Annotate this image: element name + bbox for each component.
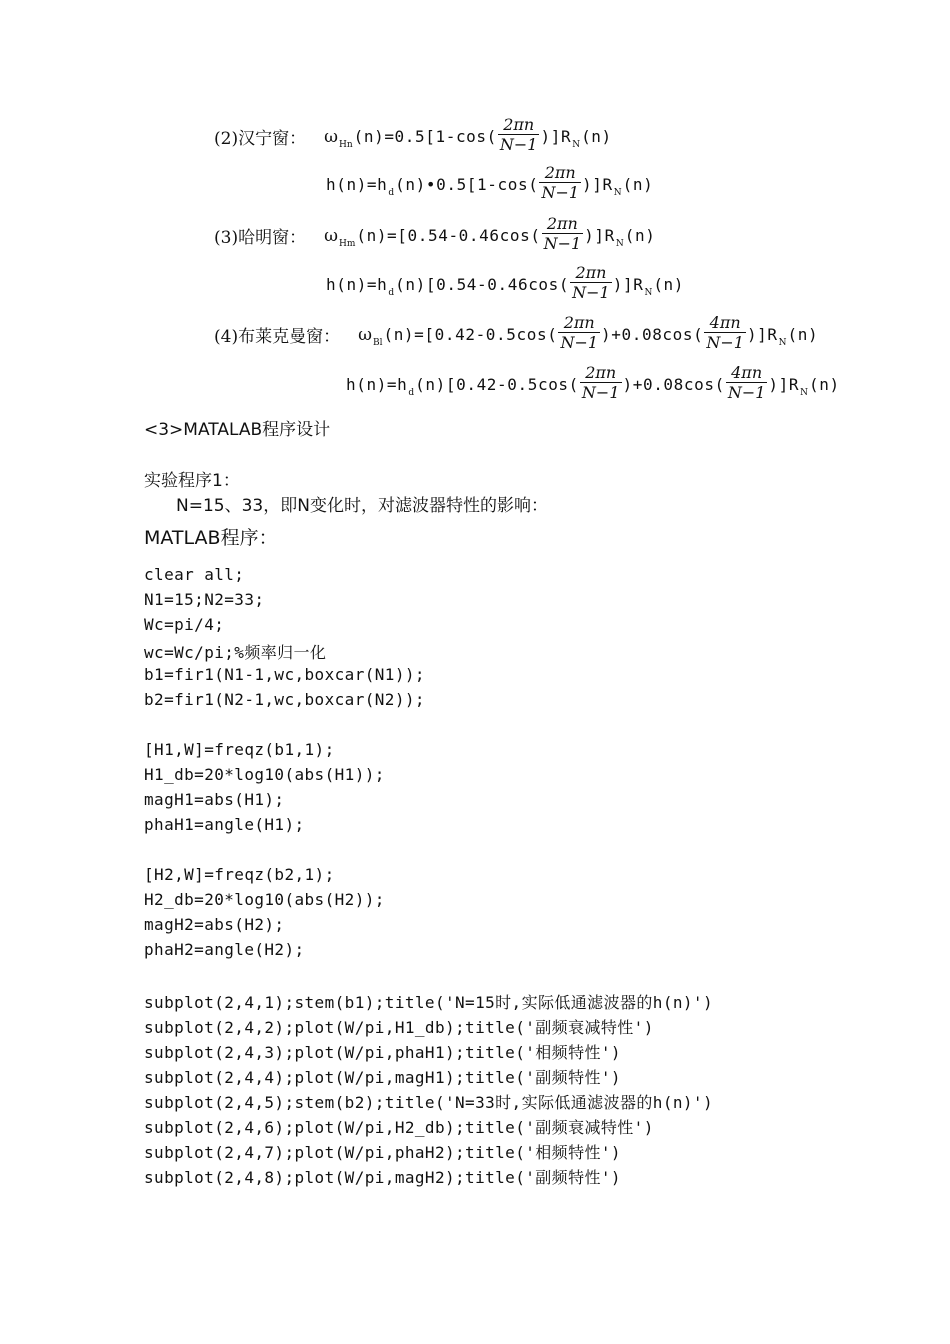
code-line: clear all; [144,565,245,584]
code-line: magH2=abs(H2); [144,915,285,934]
fraction-numerator: 4πn [726,363,768,383]
formula-text: )+0.08cos( [601,325,704,344]
formula-text: h(n)=h [346,375,408,394]
formula-text: (n) [809,375,840,394]
blackman-label: (4)布莱克曼窗： [214,327,341,347]
formula-text: (n) [581,127,612,146]
hanning-h-formula [326,165,653,204]
formula-text: )]R [612,275,644,294]
hanning-label: (2)汉宁窗： [214,129,307,149]
hamming-h-formula [326,265,684,304]
formula-text: (n)•0.5[1-cos( [395,175,539,194]
h-subscript: d [408,387,415,398]
code-line: subplot(2,4,2);plot(W/pi,H1_db);title('副频衰减特性') [144,1018,654,1037]
formula-text: h(n)=h [326,275,388,294]
fraction [558,313,600,352]
omega-symbol: ω [324,225,338,246]
fraction [580,363,622,402]
formula-text: (n)=0.5[1-cos( [353,127,497,146]
formula-text: (n) [653,275,685,294]
code-line: [H2,W]=freqz(b2,1); [144,865,335,884]
formula-text: )]R [746,325,778,344]
hamming-label: (3)哈明窗： [214,228,307,248]
code-line: subplot(2,4,1);stem(b1);title('N=15时,实际低通滤波器的h(n)') [144,993,713,1012]
omega-symbol: ω [324,126,338,147]
r-subscript: N [615,238,624,249]
hamming-window-formula [214,216,655,255]
fraction-numerator: 2πn [498,115,540,135]
code-line: subplot(2,4,3);plot(W/pi,phaH1);title('相频特性') [144,1043,621,1062]
section-title: <3>MATALAB程序设计 [144,420,331,440]
fraction-numerator: 2πn [542,214,584,234]
fraction-numerator: 2πn [570,263,612,283]
code-line: subplot(2,4,4);plot(W/pi,magH1);title('副频特性') [144,1068,621,1087]
formula-text: (n) [624,226,656,245]
r-subscript: N [572,139,581,150]
fraction-denominator: N−1 [727,383,766,402]
code-line: magH1=abs(H1); [144,790,285,809]
window-subscript: Bl [372,337,383,348]
experiment-description: N=15、33，即N变化时，对滤波器特性的影响： [176,496,548,516]
fraction [704,313,746,352]
code-line: N1=15;N2=33; [144,590,265,609]
code-line: subplot(2,4,7);plot(W/pi,phaH2);title('相频特性') [144,1143,621,1162]
fraction-numerator: 2πn [558,313,600,333]
formula-text: (n)=[0.54-0.46cos( [356,226,541,245]
h-subscript: d [388,187,395,198]
formula-text: )]R [768,375,800,394]
code-line: [H1,W]=freqz(b1,1); [144,740,335,759]
code-line: wc=Wc/pi;%频率归一化 [144,643,327,662]
code-line: phaH2=angle(H2); [144,940,305,959]
code-line: H2_db=20*log10(abs(H2)); [144,890,385,909]
program-heading: MATLAB程序： [144,527,278,549]
fraction [726,363,768,402]
fraction-numerator: 4πn [704,313,746,333]
blackman-h-formula [346,365,840,404]
window-subscript: Hn [338,139,353,150]
code-line: Wc=pi/4; [144,615,225,634]
r-subscript: N [613,187,622,198]
fraction [570,263,612,302]
r-subscript: N [778,337,787,348]
blackman-window-formula [214,315,818,354]
fraction [498,115,540,154]
hanning-window-formula [214,117,612,156]
r-subscript: N [644,287,653,298]
fraction-denominator: N−1 [541,183,580,202]
fraction-denominator: N−1 [572,283,610,302]
code-line: subplot(2,4,8);plot(W/pi,magH2);title('副频特性') [144,1168,621,1187]
formula-text: (n)=[0.42-0.5cos( [383,325,558,344]
fraction-denominator: N−1 [543,234,582,253]
formula-text: )]R [584,226,615,245]
fraction-denominator: N−1 [499,135,538,154]
fraction-denominator: N−1 [560,333,599,352]
code-line: subplot(2,4,5);stem(b2);title('N=33时,实际低通滤波器的h(n)') [144,1093,713,1112]
code-line: b2=fir1(N2-1,wc,boxcar(N2)); [144,690,425,709]
formula-text: )]R [540,127,572,146]
code-line: b1=fir1(N1-1,wc,boxcar(N1)); [144,665,425,684]
formula-text: (n)[0.54-0.46cos( [395,275,570,294]
code-line: H1_db=20*log10(abs(H1)); [144,765,385,784]
r-subscript: N [800,387,808,398]
code-line: phaH1=angle(H1); [144,815,305,834]
fraction [539,163,581,202]
fraction-denominator: N−1 [581,383,620,402]
formula-text: (n) [787,325,819,344]
formula-text: h(n)=h [326,175,388,194]
formula-text: (n) [622,175,654,194]
formula-text: (n)[0.42-0.5cos( [415,375,579,394]
omega-symbol: ω [358,324,372,345]
fraction-numerator: 2πn [580,363,622,383]
formula-text: )+0.08cos( [622,375,725,394]
h-subscript: d [388,287,395,298]
window-subscript: Hm [338,238,356,249]
fraction [542,214,584,253]
fraction-numerator: 2πn [539,163,581,183]
formula-text: )]R [582,175,613,194]
fraction-denominator: N−1 [706,333,744,352]
experiment-title: 实验程序1： [144,471,240,491]
code-line: subplot(2,4,6);plot(W/pi,H2_db);title('副频衰减特性') [144,1118,654,1137]
